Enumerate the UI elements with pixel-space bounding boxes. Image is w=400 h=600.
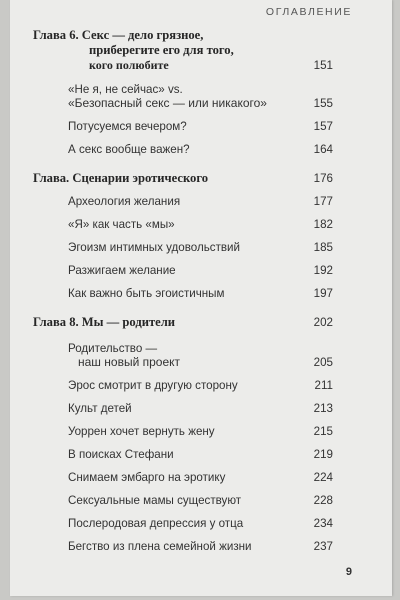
toc-entry xyxy=(33,447,333,462)
toc-entry-title-line-2: наш новый проект xyxy=(78,355,180,369)
toc-entry-title: Бегство из плена семейной жизни xyxy=(68,540,252,553)
toc-entry-title: Как важно быть эгоистичным xyxy=(68,287,225,300)
toc-entry-page: 164 xyxy=(313,143,333,156)
toc-entry-title: Археология желания xyxy=(68,195,181,208)
toc-entry-title-line-1: Родительство — xyxy=(68,342,158,355)
toc-entry xyxy=(33,83,333,111)
toc-entry xyxy=(33,194,333,209)
toc-entry-title: А секс вообще важен? xyxy=(68,143,190,156)
toc-entry xyxy=(33,516,333,531)
chapter-7-title: Глава. Сценарии эротического xyxy=(33,171,209,185)
running-header: ОГЛАВЛЕНИЕ xyxy=(265,6,352,18)
book-page xyxy=(10,0,392,596)
toc-entry-page: 215 xyxy=(313,425,333,438)
toc-entry-title: Эгоизм интимных удовольствий xyxy=(68,241,240,254)
toc-entry-page: 228 xyxy=(313,494,333,507)
toc-entry xyxy=(33,142,333,157)
toc-entry-page: 182 xyxy=(313,218,333,231)
toc-entry-page: 192 xyxy=(313,264,333,277)
toc-entry-page: 224 xyxy=(313,471,333,484)
chapter-8-title: Глава 8. Мы — родители xyxy=(33,315,176,329)
toc-entry-title: Уоррен хочет вернуть жену xyxy=(68,425,215,438)
toc-entry-title: Потусуемся вечером? xyxy=(68,120,187,133)
chapter-6-title-line-3: кого полюбите xyxy=(89,58,169,72)
toc-entry-page: 211 xyxy=(314,379,333,392)
toc-entry-page: 205 xyxy=(313,356,333,369)
chapter-6-heading xyxy=(33,28,333,73)
toc-entry xyxy=(33,119,333,134)
toc-entry-title: Эрос смотрит в другую сторону xyxy=(68,379,238,392)
chapter-8-heading xyxy=(33,315,333,330)
toc-entry-page: 157 xyxy=(313,120,333,133)
toc-entry-page: 185 xyxy=(313,241,333,254)
toc-entry-title: Разжигаем желание xyxy=(68,264,176,277)
toc-entry xyxy=(33,263,333,278)
chapter-6-title-line-2: приберегите его для того, xyxy=(89,43,234,57)
toc-entry-title: Культ детей xyxy=(68,402,132,415)
toc-entry-page: 219 xyxy=(313,448,333,461)
toc-entry-title: «Я» как часть «мы» xyxy=(68,218,175,231)
chapter-6-title-line-1: Глава 6. Секс — дело грязное, xyxy=(33,28,204,42)
toc-entry-title: Снимаем эмбарго на эротику xyxy=(68,471,226,484)
chapter-7-page: 176 xyxy=(313,172,333,185)
toc-entry-page: 197 xyxy=(313,287,333,300)
toc-entry-page: 177 xyxy=(313,195,333,208)
page-number: 9 xyxy=(345,566,352,578)
toc-entry-title-line-1: «Не я, не сейчас» vs. xyxy=(68,83,183,96)
chapter-8-page: 202 xyxy=(313,316,333,329)
toc-entry-title: Послеродовая депрессия у отца xyxy=(68,517,244,530)
toc-entry-title: Сексуальные мамы существуют xyxy=(68,494,242,507)
toc-entry-page: 234 xyxy=(313,517,333,530)
toc-entry xyxy=(33,424,333,439)
toc-entry xyxy=(33,470,333,485)
toc-entry-title-line-2: «Безопасный секс — или никакого» xyxy=(68,96,267,110)
toc-entry-page: 213 xyxy=(313,402,333,415)
toc-entry xyxy=(33,493,333,508)
chapter-6-page: 151 xyxy=(313,59,333,72)
toc-entry xyxy=(33,378,333,393)
toc-entry xyxy=(33,286,333,301)
toc-entry xyxy=(33,342,333,370)
toc-entry-page: 237 xyxy=(313,540,333,553)
toc-entry-page: 155 xyxy=(313,97,333,110)
toc-entry xyxy=(33,401,333,416)
toc-entry-title: В поисках Стефани xyxy=(68,448,174,461)
toc-entry xyxy=(33,240,333,255)
table-of-contents xyxy=(33,26,333,554)
toc-entry xyxy=(33,217,333,232)
chapter-7-heading xyxy=(33,171,333,186)
toc-entry xyxy=(33,539,333,554)
